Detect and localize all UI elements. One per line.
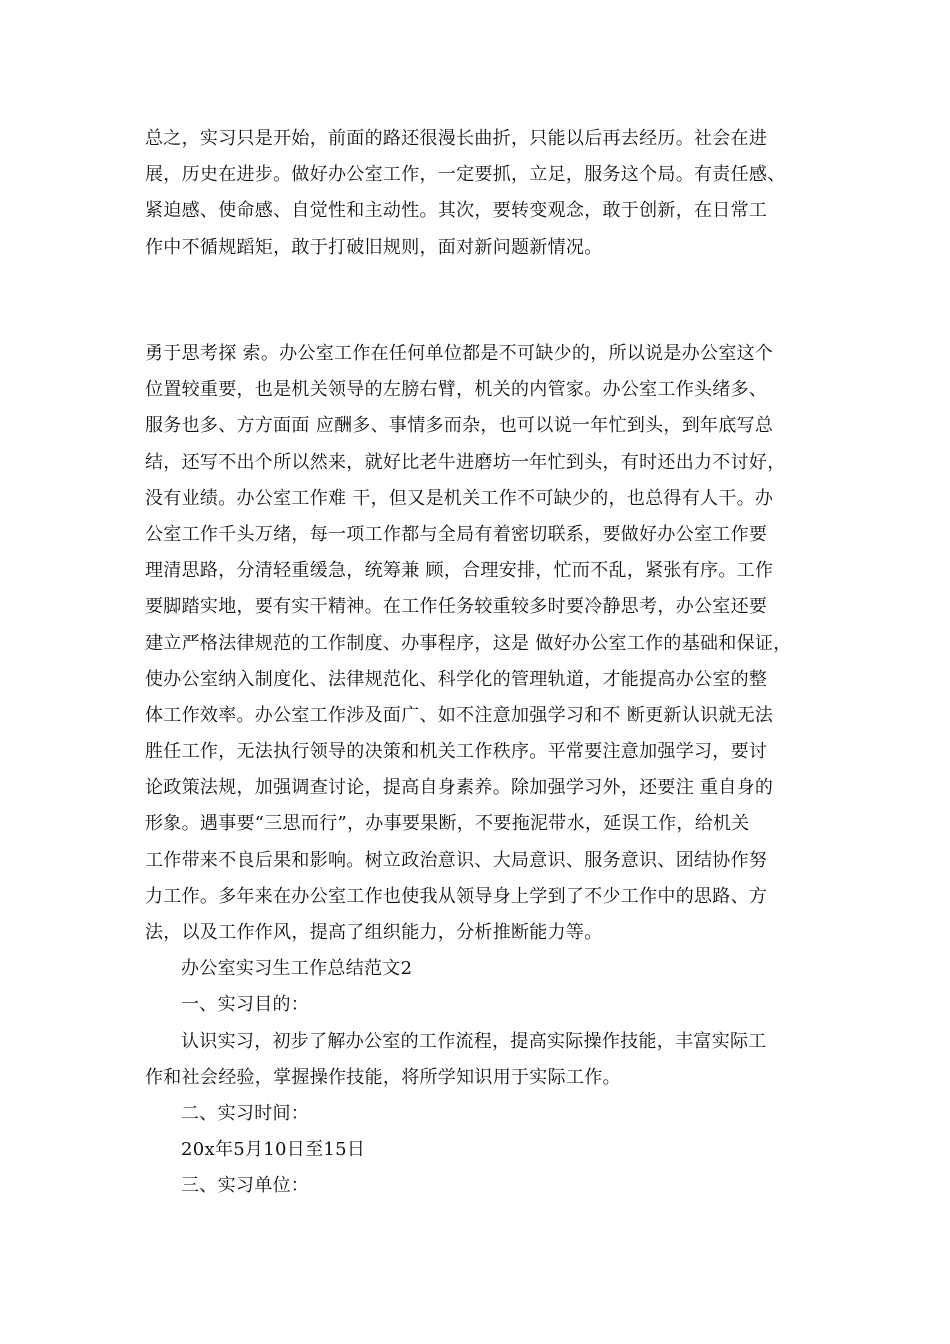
text-line: 要脚踏实地，要有实干精神。在工作任务较重较多时要冷静思考，办公室还要	[145, 596, 768, 618]
text-line: 结，还写不出个所以然来，就好比老牛进磨坊一年忙到头，有时还出力不讨好，	[145, 451, 786, 473]
text-line: 总之，实习只是开始，前面的路还很漫长曲折，只能以后再去经历。社会在进	[145, 128, 768, 149]
text-line: 工作带来不良后果和影响。树立政治意识、大局意识、服务意识、团结协作努	[145, 849, 768, 871]
text-line: 紧迫感、使命感、自觉性和主动性。其次，要转变观念，敢于创新，在日常工	[145, 200, 768, 222]
paragraph-conclusion	[145, 121, 825, 266]
heading-purpose: 一、实习目的：	[181, 994, 310, 1016]
text-line: 作和社会经验，掌握操作技能，将所学知识用于实际工作。	[145, 1066, 621, 1088]
text-line: 形象。遇事要“三思而行”，办事要果断，不要拖泥带水，延误工作，给机关	[145, 813, 750, 835]
text-line: 勇于思考探 索。办公室工作在任何单位都是不可缺少的，所以说是办公室这个	[145, 343, 774, 364]
text-line: 使办公室纳入制度化、法律规范化、科学化的管理轨道，才能提高办公室的整	[145, 668, 768, 690]
paragraph-office-work	[145, 336, 825, 1205]
text-line: 展，历史在进步。做好办公室工作，一定要抓，立足，服务这个局。有责任感、	[145, 164, 786, 186]
heading-unit: 三、实习单位：	[181, 1175, 310, 1197]
internship-date: 20x年5月10日至15日	[181, 1139, 366, 1161]
text-line: 位置较重要，也是机关领导的左膀右臂，机关的内管家。办公室工作头绪多、	[145, 379, 768, 401]
text-line: 服务也多、方方面面 应酬多、事情多而杂，也可以说一年忙到头，到年底写总	[145, 415, 774, 437]
text-line: 体工作效率。办公室工作涉及面广、如不注意加强学习和不 断更新认识就无法	[145, 704, 774, 726]
text-line: 胜任工作，无法执行领导的决策和机关工作秩序。平常要注意加强学习，要讨	[145, 741, 768, 763]
heading-time: 二、实习时间：	[181, 1102, 310, 1124]
text-line: 公室工作千头万绪，每一项工作都与全局有着密切联系，要做好办公室工作要	[145, 523, 768, 545]
text-line: 论政策法规，加强调查讨论，提高自身素养。除加强学习外，还要注 重自身的	[145, 777, 774, 799]
text-line: 认识实习，初步了解办公室的工作流程，提高实际操作技能，丰富实际工	[181, 1030, 767, 1052]
text-line: 力工作。多年来在办公室工作也使我从领导身上学到了不少工作中的思路、方	[145, 885, 768, 907]
text-line: 作中不循规蹈矩，敢于打破旧规则，面对新问题新情况。	[145, 236, 603, 258]
section-title: 办公室实习生工作总结范文2	[181, 958, 413, 980]
text-line: 建立严格法律规范的工作制度、办事程序，这是 做好办公室工作的基础和保证，	[145, 632, 792, 654]
text-line: 法，以及工作作风，提高了组织能力，分析推断能力等。	[145, 922, 603, 943]
text-line: 理清思路，分清轻重缓急，统筹兼 顾，合理安排，忙而不乱，紧张有序。工作	[145, 560, 774, 582]
text-line: 没有业绩。办公室工作难 干，但又是机关工作不可缺少的，也总得有人干。办	[145, 487, 774, 509]
